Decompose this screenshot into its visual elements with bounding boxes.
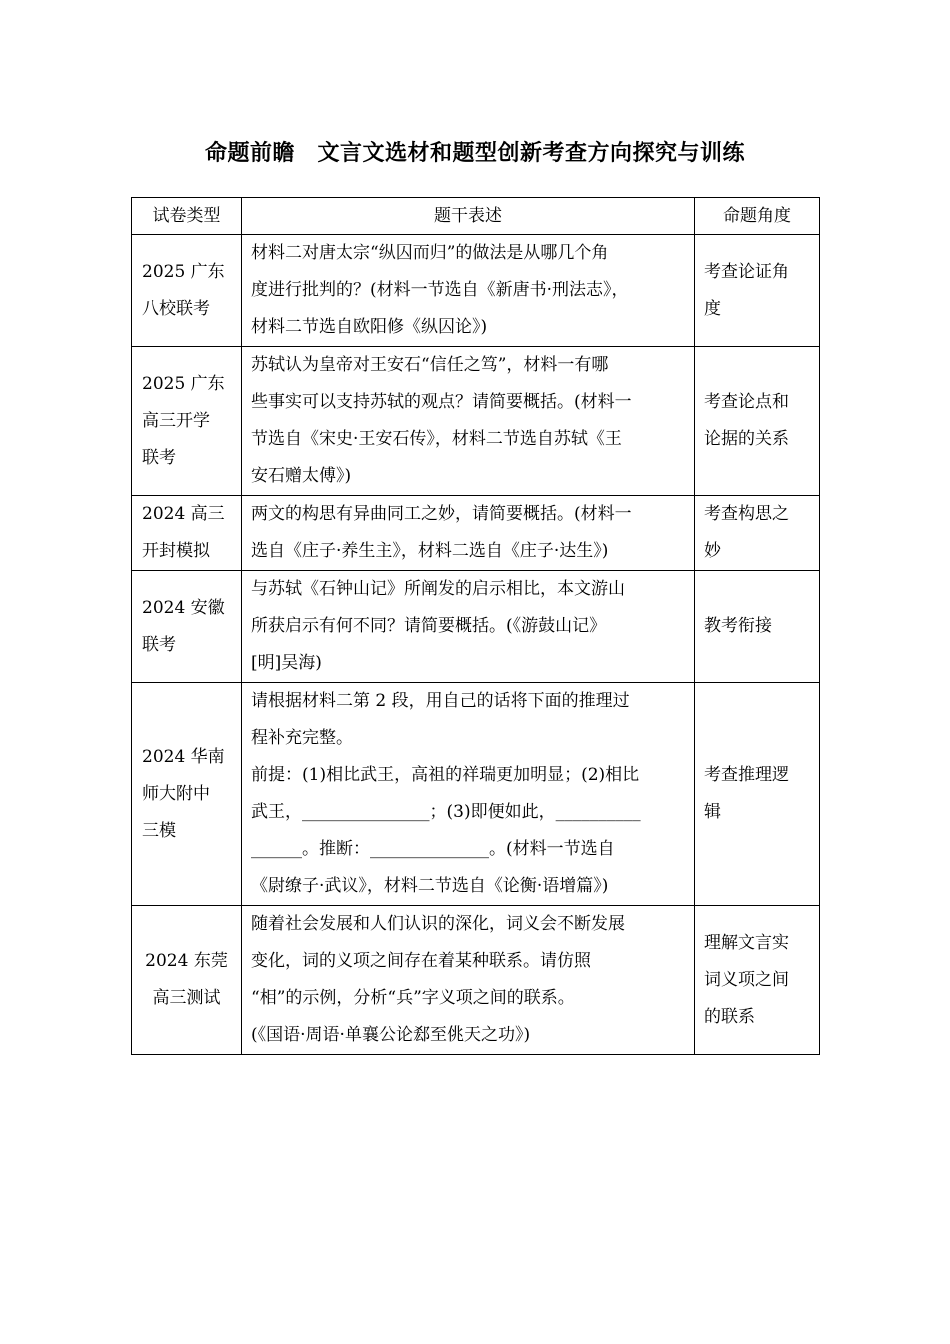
cell-line: 论据的关系	[704, 429, 789, 449]
cell-line: [明]吴海)	[251, 653, 322, 673]
cell-line: 词义项之间	[704, 969, 789, 990]
cell-line: 2024 华南	[142, 746, 225, 767]
question-angle-cell	[695, 571, 820, 683]
question-stem-cell	[242, 347, 695, 496]
exam-type-cell	[132, 683, 242, 906]
cell-line: 联考	[142, 447, 176, 468]
exam-type-cell	[132, 347, 242, 496]
question-angle-cell	[695, 347, 820, 496]
cell-line: 度进行批判的？(材料一节选自《新唐书·刑法志》，	[251, 280, 629, 300]
header-exam-type: 试卷类型	[132, 198, 242, 235]
table-row	[132, 571, 820, 683]
cell-line: “相”的示例，分析“兵”字义项之间的联系。	[251, 988, 575, 1008]
question-angle-cell	[695, 235, 820, 347]
cell-line: 所获启示有何不同？请简要概括。(《游鼓山记》	[251, 616, 607, 636]
table-row	[132, 906, 820, 1055]
cell-line: 高三开学	[142, 410, 210, 431]
question-stem-cell	[242, 906, 695, 1055]
cell-line: 开封模拟	[142, 541, 210, 561]
cell-line: 教考衔接	[704, 616, 772, 636]
cell-line: 理解文言实	[704, 932, 789, 953]
exam-type-cell	[132, 571, 242, 683]
cell-line: 选自《庄子·养生主》，材料二选自《庄子·达生》)	[251, 541, 609, 561]
question-stem-cell	[242, 235, 695, 347]
exam-type-cell	[132, 235, 242, 347]
cell-line: (《国语·周语·单襄公论郄至佻天之功》)	[251, 1025, 531, 1045]
cell-line: 考查论点和	[704, 392, 789, 412]
question-angle-cell	[695, 496, 820, 571]
cell-line: 考查构思之	[704, 504, 789, 524]
cell-line: 武王，_______________；(3)即便如此，__________	[251, 802, 641, 822]
cell-line: 2025 广东	[142, 373, 225, 394]
cell-line: 考查推理逻	[704, 765, 789, 785]
cell-line: 八校联考	[142, 298, 210, 319]
cell-line: 2024 东莞	[145, 951, 228, 971]
question-stem-cell	[242, 571, 695, 683]
cell-line: 节选自《宋史·王安石传》，材料二节选自苏轼《王	[251, 429, 622, 449]
cell-line: 随着社会发展和人们认识的深化，词义会不断发展	[251, 914, 625, 934]
exam-type-cell	[132, 906, 242, 1055]
question-angle-cell	[695, 906, 820, 1055]
table-header-row	[132, 198, 820, 235]
cell-line: 材料二节选自欧阳修《纵囚论》)	[251, 317, 488, 337]
cell-line: 的联系	[704, 1006, 755, 1027]
cell-line: 高三测试	[152, 988, 221, 1008]
page-title: 命题前瞻 文言文选材和题型创新考查方向探究与训练	[204, 141, 745, 166]
cell-line: 考查论证角	[704, 261, 789, 282]
table-row	[132, 683, 820, 906]
question-stem-cell	[242, 496, 695, 571]
question-angle-cell	[695, 683, 820, 906]
cell-line: 安石赠太傅》)	[251, 466, 352, 486]
header-question-stem: 题干表述	[242, 198, 695, 235]
cell-line: 变化，词的义项之间存在着某种联系。请仿照	[251, 951, 591, 971]
cell-line: 材料二对唐太宗“纵囚而归”的做法是从哪几个角	[251, 243, 609, 263]
table-row	[132, 496, 820, 571]
cell-line: 两文的构思有异曲同工之妙，请简要概括。(材料一	[251, 504, 632, 524]
cell-line: 2024 安徽	[142, 597, 225, 618]
cell-line: 苏轼认为皇帝对王安石“信任之笃”，材料一有哪	[251, 355, 609, 375]
cell-line: 2025 广东	[142, 261, 225, 282]
cell-line: 联考	[142, 634, 176, 655]
cell-line: 辑	[704, 802, 721, 822]
exam-type-cell	[132, 496, 242, 571]
cell-line: 些事实可以支持苏轼的观点？请简要概括。(材料一	[251, 392, 632, 412]
cell-line: 师大附中	[142, 783, 210, 804]
table-row	[132, 235, 820, 347]
cell-line: 三模	[142, 820, 176, 841]
cell-line: 2024 高三	[142, 504, 225, 524]
header-question-angle: 命题角度	[695, 198, 820, 235]
cell-line: 与苏轼《石钟山记》所阐发的启示相比，本文游山	[251, 579, 625, 599]
cell-line: ______。推断：______________。(材料一节选自	[251, 839, 615, 859]
cell-line: 度	[704, 298, 721, 319]
exam-table	[131, 197, 820, 1055]
cell-line: 《尉缭子·武议》，材料二节选自《论衡·语增篇》)	[251, 876, 609, 896]
cell-line: 前提：(1)相比武王，高祖的祥瑞更加明显；(2)相比	[251, 765, 640, 785]
table-row	[132, 347, 820, 496]
question-stem-cell	[242, 683, 695, 906]
cell-line: 请根据材料二第 2 段，用自己的话将下面的推理过	[251, 691, 630, 711]
cell-line: 妙	[704, 541, 721, 561]
cell-line: 程补充完整。	[251, 728, 353, 748]
